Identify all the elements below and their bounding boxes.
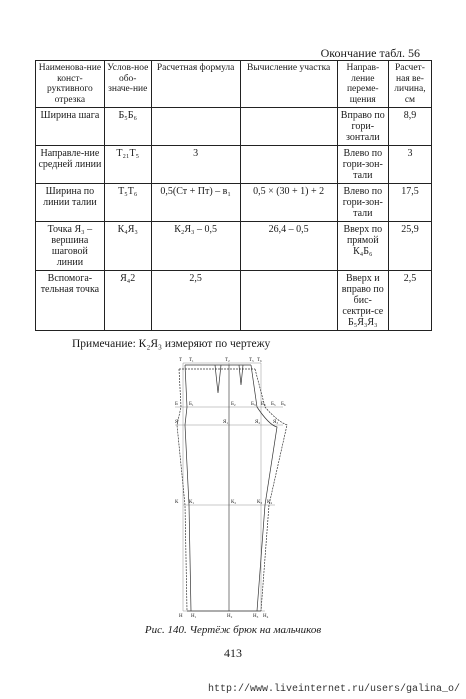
table-cell: Б₅Б₆ — [104, 108, 151, 146]
table-cell — [240, 271, 337, 331]
label-point: К₃ — [257, 500, 263, 505]
table-cell: Т₂₁Т₅ — [104, 146, 151, 184]
label-point: Я — [175, 420, 179, 425]
label-point: К₄ — [267, 500, 273, 505]
label-point: Б₆ — [281, 402, 286, 407]
table-cell: 17,5 — [388, 184, 431, 222]
label-point: Я₁ — [223, 420, 229, 425]
table-cell: Т₅Т₆ — [104, 184, 151, 222]
table-cell: 8,9 — [388, 108, 431, 146]
label-point: Т₆ — [257, 358, 262, 363]
table-cell: К₂Я₃ – 0,5 — [151, 222, 240, 271]
table-cell — [240, 108, 337, 146]
table-row — [36, 222, 432, 271]
table-row — [36, 108, 432, 146]
label-point: Б₂ — [231, 402, 236, 407]
label-point: Б₄ — [261, 402, 266, 407]
table-cell: 2,5 — [151, 271, 240, 331]
label-point: Б₅ — [271, 402, 276, 407]
header-cell: Наименова-ние конст-руктивного отрезка — [36, 61, 105, 108]
table-cell: 3 — [151, 146, 240, 184]
table-cell: 3 — [388, 146, 431, 184]
label-point: Н₄ — [263, 614, 269, 619]
label-point: Я₃ — [273, 420, 279, 425]
table-cell: Вспомога-тельная точка — [36, 271, 105, 331]
label-point: Б₁ — [189, 402, 194, 407]
pattern-point-labels — [175, 358, 286, 619]
table-cell — [240, 146, 337, 184]
table-cell: Направле-ние средней линии — [36, 146, 105, 184]
watermark-url: http://www.liveinternet.ru/users/galina_o/ — [207, 684, 460, 695]
header-cell: Расчет-ная ве-личина, см — [388, 61, 431, 108]
table-cell: 0,5(Ст + Пт) – в₁ — [151, 184, 240, 222]
table-cell: Ширина шага — [36, 108, 105, 146]
label-point: Т₅ — [249, 358, 254, 363]
table-caption: Окончание табл. 56 — [320, 46, 420, 60]
table-cell: 26,4 – 0,5 — [240, 222, 337, 271]
table-row — [36, 184, 432, 222]
label-point: Н₃ — [253, 614, 259, 619]
label-point: Т₁ — [189, 358, 194, 363]
table-cell — [151, 108, 240, 146]
table-cell: Влево по гори-зон-тали — [337, 184, 388, 222]
construction-table — [35, 60, 432, 331]
header-cell: Расчетная формула — [151, 61, 240, 108]
label-point: Я₂ — [255, 420, 261, 425]
table-cell: Вверх по прямой К₄Б₆ — [337, 222, 388, 271]
table-cell: К₄Я₃ — [104, 222, 151, 271]
table-row — [36, 271, 432, 331]
table-cell: Вверх и вправо по бис-сектри-се Б₅Я₃Я₃ — [337, 271, 388, 331]
label-point: Н₂ — [227, 614, 233, 619]
table-cell: 25,9 — [388, 222, 431, 271]
label-point: Н — [179, 614, 183, 619]
pattern-lines — [175, 363, 287, 611]
table-header-row — [36, 61, 432, 108]
label-point: К₁ — [189, 500, 195, 505]
header-cell: Направ-ление переме-щения — [337, 61, 388, 108]
table-cell: Точка Я₃ – вершина шаговой линии — [36, 222, 105, 271]
label-point: К — [175, 500, 179, 505]
label-point: Б₃ — [251, 402, 256, 407]
header-cell: Услов-ное обо-значе-ние — [104, 61, 151, 108]
table-cell: Я₄2 — [104, 271, 151, 331]
figure-caption: Рис. 140. Чертёж брюк на мальчиков — [144, 624, 322, 636]
page-number: 413 — [224, 646, 242, 660]
label-point: Н₁ — [191, 614, 197, 619]
header-cell: Вычисление участка — [240, 61, 337, 108]
table-note: Примечание: К₂Я₃ измеряют по чертежу — [72, 338, 271, 350]
table-row — [36, 146, 432, 184]
trousers-pattern-drawing — [165, 355, 295, 619]
table-cell: Ширина по линии талии — [36, 184, 105, 222]
table-cell: 2,5 — [388, 271, 431, 331]
label-point: К₂ — [231, 500, 237, 505]
table-cell: Вправо по гори-зонтали — [337, 108, 388, 146]
table-cell: Влево по гори-зон-тали — [337, 146, 388, 184]
label-point: Т — [179, 358, 183, 363]
label-point: Т₂ — [225, 358, 230, 363]
table-cell: 0,5 × (30 + 1) + 2 — [240, 184, 337, 222]
label-point: Б — [175, 402, 178, 407]
